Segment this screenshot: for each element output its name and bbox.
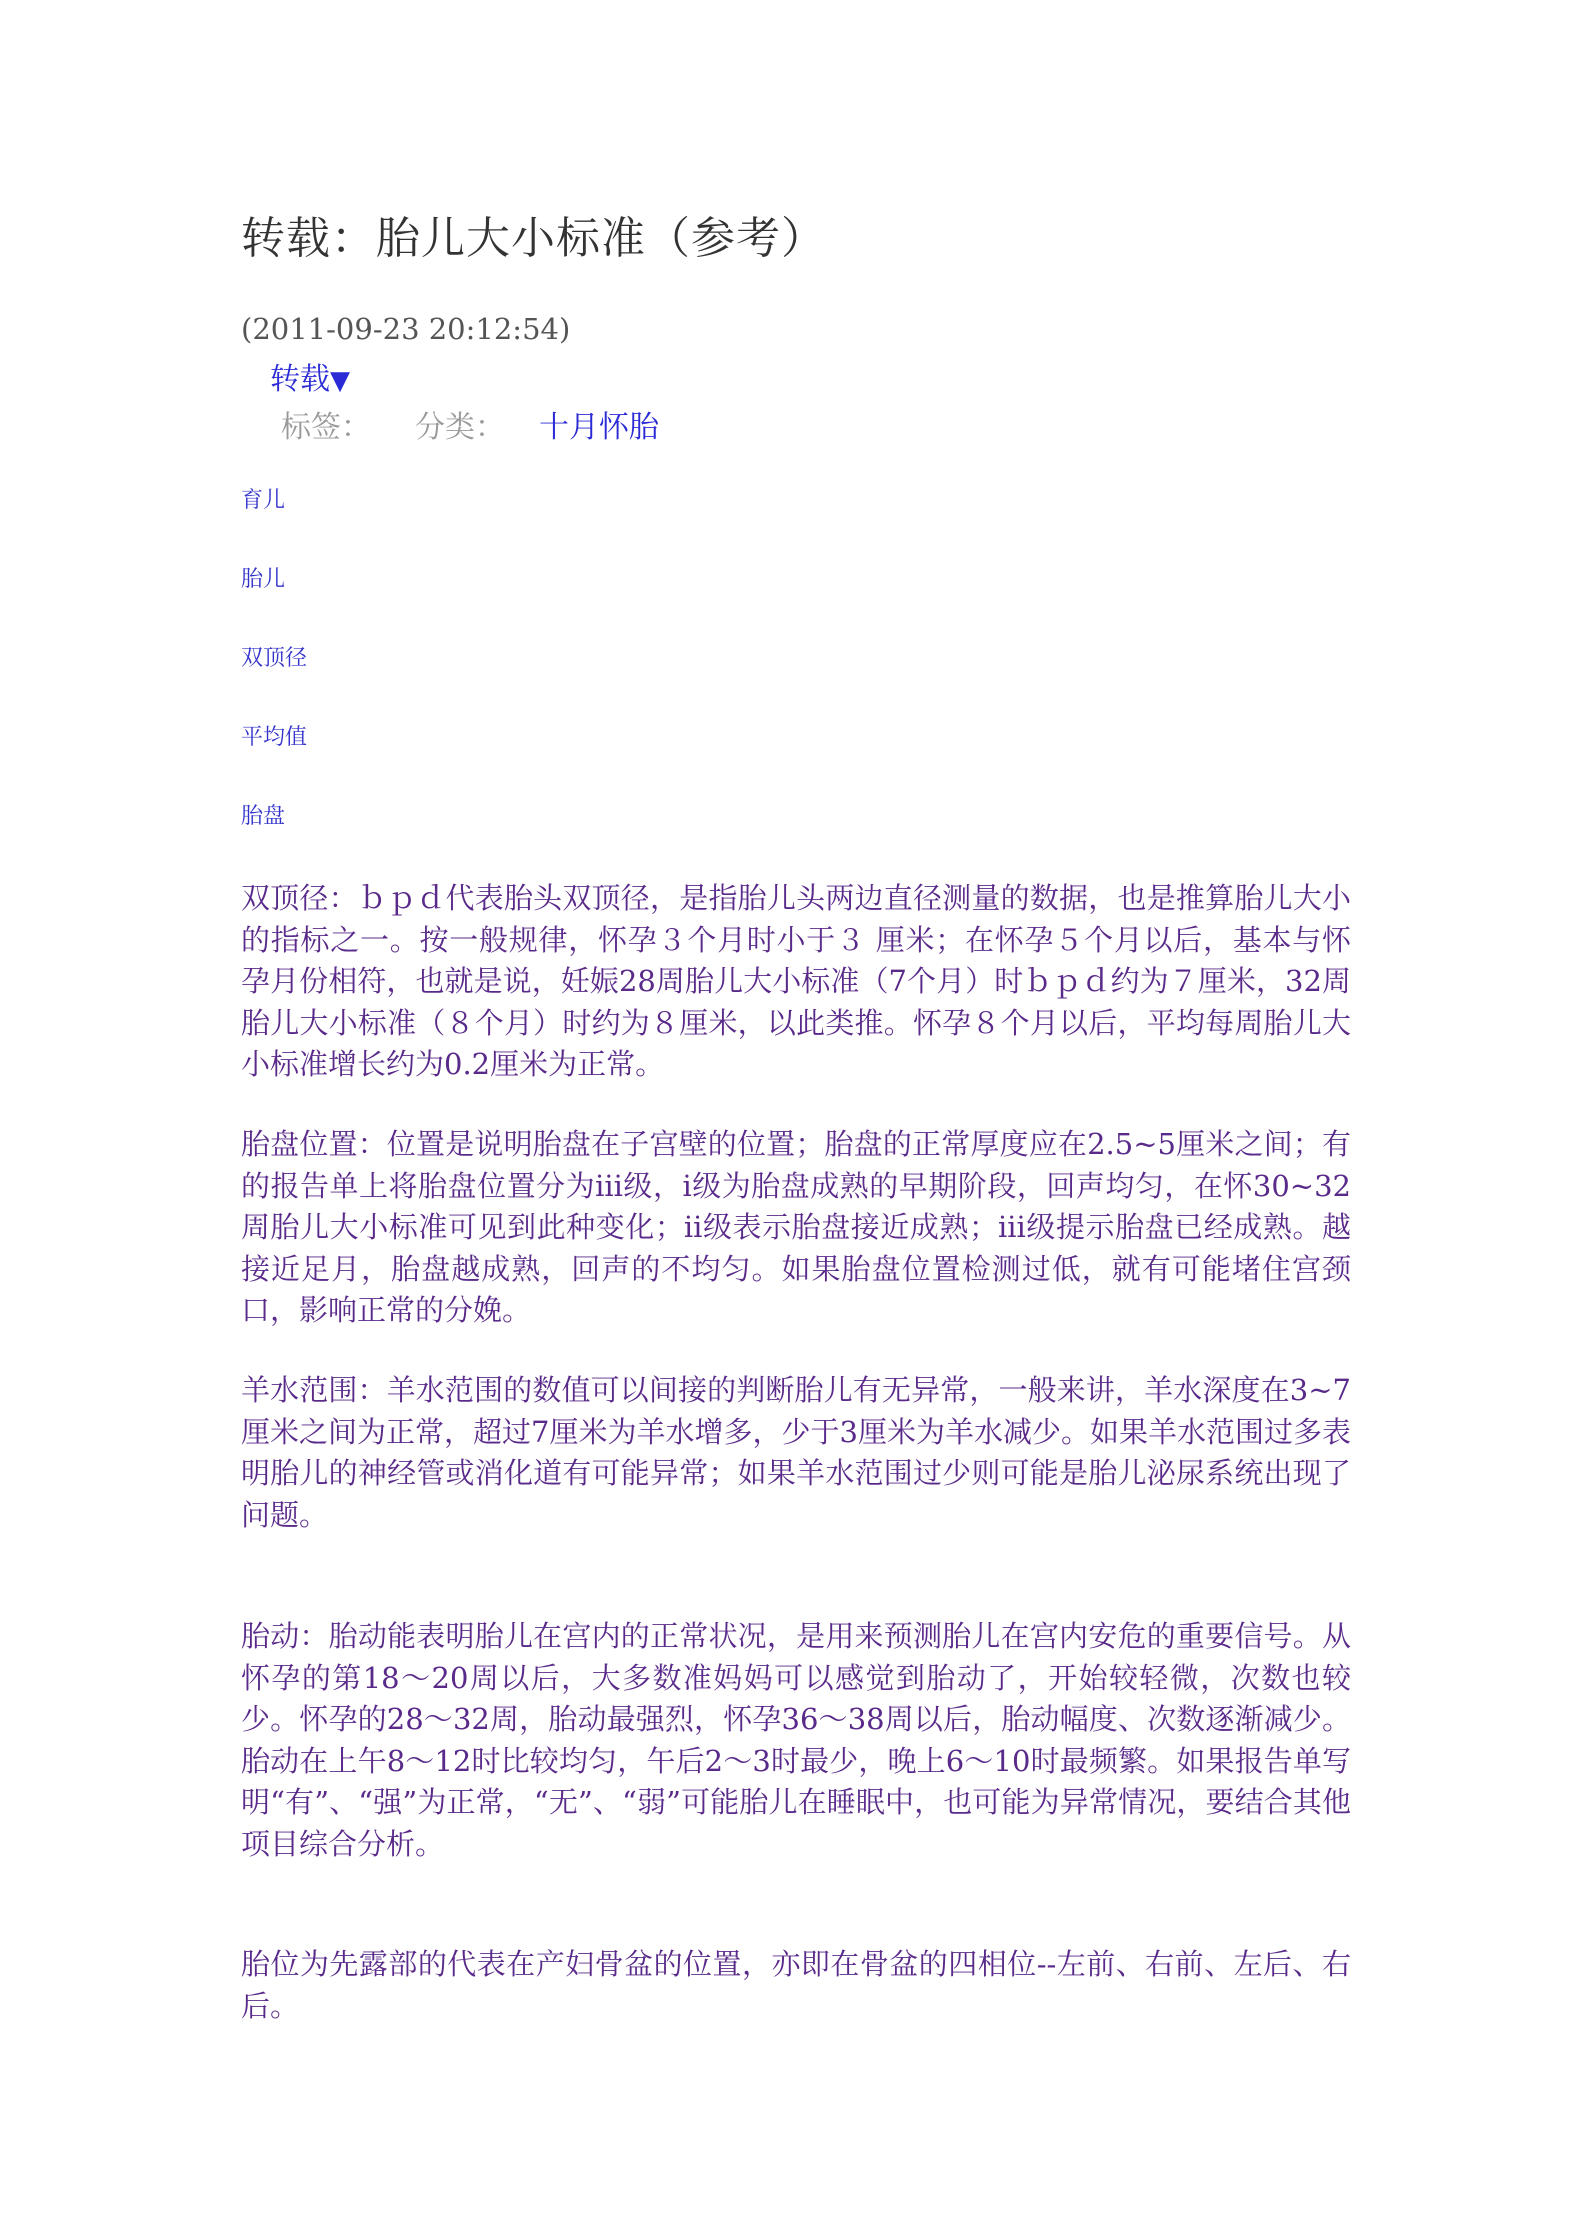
category-label: 分类： xyxy=(415,410,505,445)
repost-label[interactable]: 转载 xyxy=(270,362,330,397)
tag-link[interactable]: 育儿 xyxy=(241,488,286,513)
tag-link[interactable]: 胎儿 xyxy=(241,567,286,592)
tag-link[interactable]: 双顶径 xyxy=(241,646,308,671)
tags-label: 标签： xyxy=(281,410,371,445)
post-timestamp: (2011-09-23 20:12:54) xyxy=(241,312,571,346)
category-link[interactable]: 十月怀胎 xyxy=(539,410,659,445)
paragraph-fetal-movement: 胎动：胎动能表明胎儿在宫内的正常状况，是用来预测胎儿在宫内安危的重要信号。从怀孕的第18～20周以后，大多数准妈妈可以感觉到胎动了，开始较轻微，次数也较少。怀孕的28～32周，胎动最强烈，怀孕36～38周以后，胎动幅度、次数逐渐减少。胎动在上午8～12时比较均匀，午后2～3时最少，晚上6～10时最频繁。如果报告单写明“有”、“强”为正常，“无”、“弱”可能胎儿在睡眠中，也可能为异常情况，要结合其他项目综合分析。 xyxy=(241,1619,1351,1861)
tag-link[interactable]: 胎盘 xyxy=(241,804,286,829)
paragraph-fetal-position: 胎位为先露部的代表在产妇骨盆的位置，亦即在骨盆的四相位--左前、右前、左后、右后。 xyxy=(241,1947,1351,2023)
paragraph-bpd: 双顶径：ｂｐｄ代表胎头双顶径，是指胎儿头两边直径测量的数据，也是推算胎儿大小的指标之一。按一般规律，怀孕３个月时小于３ 厘米；在怀孕５个月以后，基本与怀孕月份相符，也就是说，妊娠28周胎儿大小标准（7个月）时ｂｐｄ约为７厘米，32周胎儿大小标准（８个月）时约为８厘米，以此类推。怀孕８个月以后，平均每周胎儿大小标准增长约为0.2厘米为正常。 xyxy=(241,881,1351,1082)
paragraph-placenta: 胎盘位置：位置是说明胎盘在子宫壁的位置；胎盘的正常厚度应在2.5~5厘米之间；有的报告单上将胎盘位置分为iii级，i级为胎盘成熟的早期阶段，回声均匀，在怀30~32周胎儿大小标准可见到此种变化；ii级表示胎盘接近成熟；iii级提示胎盘已经成熟。越接近足月，胎盘越成熟，回声的不均匀。如果胎盘位置检测过低，就有可能堵住宫颈口，影响正常的分娩。 xyxy=(241,1127,1351,1328)
dropdown-triangle-icon[interactable]: ▼ xyxy=(330,366,350,396)
paragraph-amniotic-fluid: 羊水范围：羊水范围的数值可以间接的判断胎儿有无异常，一般来讲，羊水深度在3~7厘米之间为正常，超过7厘米为羊水增多，少于3厘米为羊水减少。如果羊水范围过多表明胎儿的神经管或消化道有可能异常；如果羊水范围过少则可能是胎儿泌尿系统出现了问题。 xyxy=(241,1373,1351,1532)
article-title: 转载：胎儿大小标准（参考） xyxy=(241,213,826,264)
meta-row xyxy=(281,402,659,446)
repost-link[interactable] xyxy=(270,354,350,398)
tag-link[interactable]: 平均值 xyxy=(241,725,308,750)
